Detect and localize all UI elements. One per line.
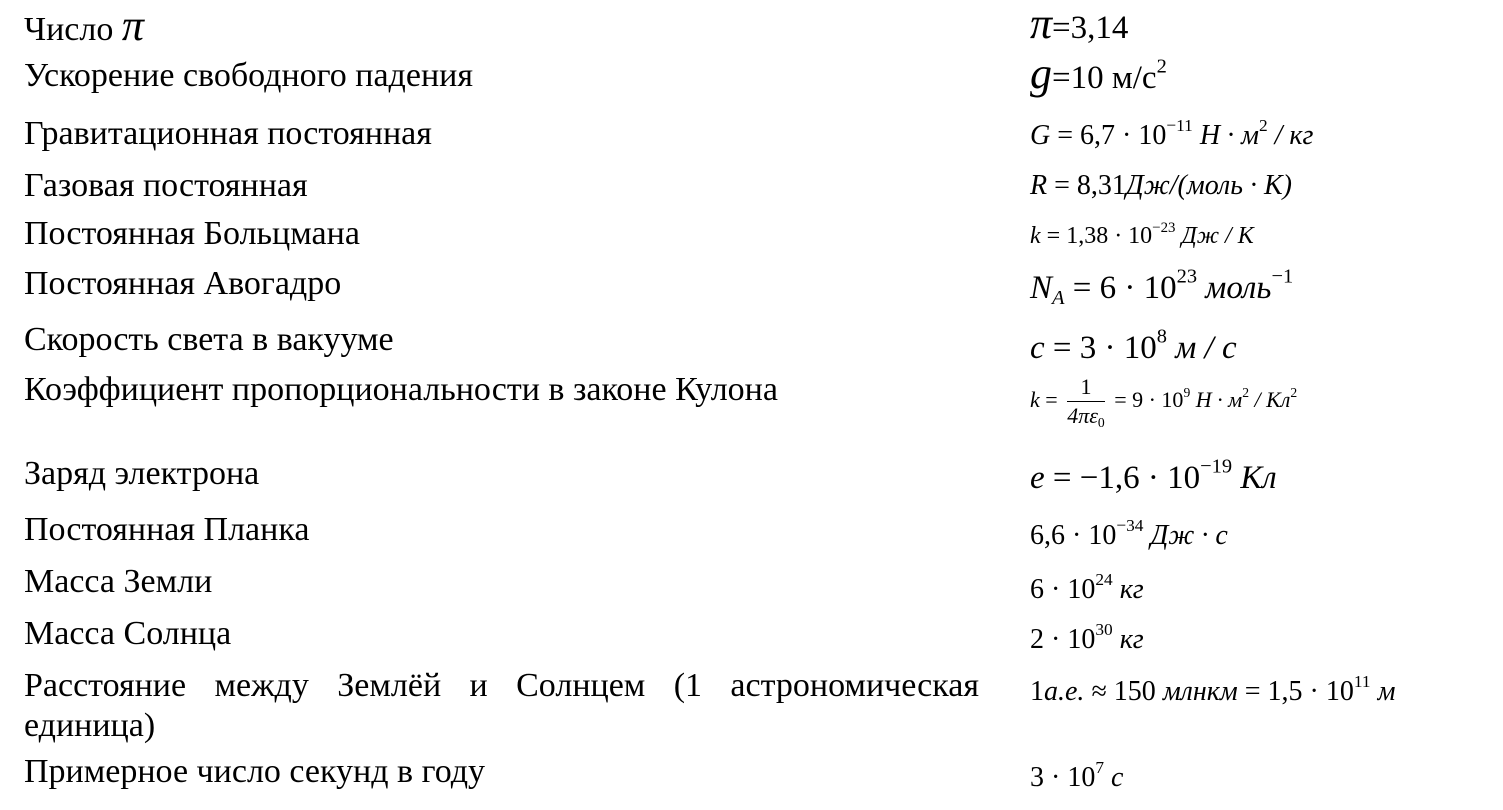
constant-name-coulomb: Коэффициент пропорциональности в законе Кулона [24, 371, 778, 408]
constant-name-boltzmann: Постоянная Больцмана [24, 215, 360, 252]
constant-value-electron-charge: $e = -1,6 \cdot 10^{-19}$ Кл [1030, 455, 1277, 496]
constant-name-au-line2: единица) [24, 707, 156, 744]
constant-name-G: Гравитационная постоянная [24, 115, 432, 152]
constant-value-coulomb: k = $\frac{1}{4\pi\varepsilon_0}$ = $9 \cdot 10^9$ $Н \cdot м^2 / Кл^2$ [1030, 374, 1298, 431]
constant-name-R: Газовая постоянная [24, 167, 308, 204]
constant-value-au: 1а.е. ≈ 150 млнкм = $1,5 \cdot 10^{11}$ м [1030, 671, 1396, 707]
constant-value-planck: $6,6 \cdot 10^{-34}$ Дж · с [1030, 515, 1228, 551]
constant-name-g: Ускорение свободного падения [24, 57, 473, 94]
constant-name-c: Скорость света в вакууме [24, 321, 394, 358]
constant-value-boltzmann: $k = 1,38 \cdot 10^{-23}$ Дж / К [1030, 219, 1254, 249]
constant-value-avogadro: $N_A = 6 \cdot 10^{23}$ моль$^{-1}$ [1030, 265, 1294, 310]
constant-value-earth-mass: $6 \cdot 10^{24}$ кг [1030, 569, 1144, 605]
constant-name-pi: Число π [24, 1, 144, 50]
constant-name-avogadro: Постоянная Авогадро [24, 265, 342, 302]
constant-name-planck: Постоянная Планка [24, 511, 310, 548]
constant-value-c: $c = 3 \cdot 10^8$ м / с [1030, 325, 1237, 366]
constant-value-R: R = 8,31Дж/(моль · К) [1030, 170, 1292, 201]
constant-name-sun-mass: Масса Солнца [24, 615, 232, 652]
constant-value-G: $G = 6,7 \cdot 10^{-11}$ $Н \cdot м^2$ / кг [1030, 115, 1314, 151]
coulomb-fraction: $\frac{1}{4\pi\varepsilon_0}$ [1067, 374, 1105, 431]
constant-value-seconds-year: $3 \cdot 10^7$ с [1030, 757, 1124, 793]
constant-value-sun-mass: $2 \cdot 10^{30}$ кг [1030, 619, 1144, 655]
constant-value-pi: π=3,14 [1030, 0, 1129, 48]
constant-name-electron-charge: Заряд электрона [24, 455, 260, 492]
constant-name-earth-mass: Масса Земли [24, 563, 213, 600]
constant-name-seconds-year: Примерное число секунд в году [24, 753, 486, 790]
constant-value-g: g=10 $м/с^2$ [1030, 49, 1167, 98]
constant-name-au-line1: Расстояние между Землёй и Солнцем (1 астрономическая [24, 667, 979, 704]
pi-symbol: π [121, 1, 144, 50]
